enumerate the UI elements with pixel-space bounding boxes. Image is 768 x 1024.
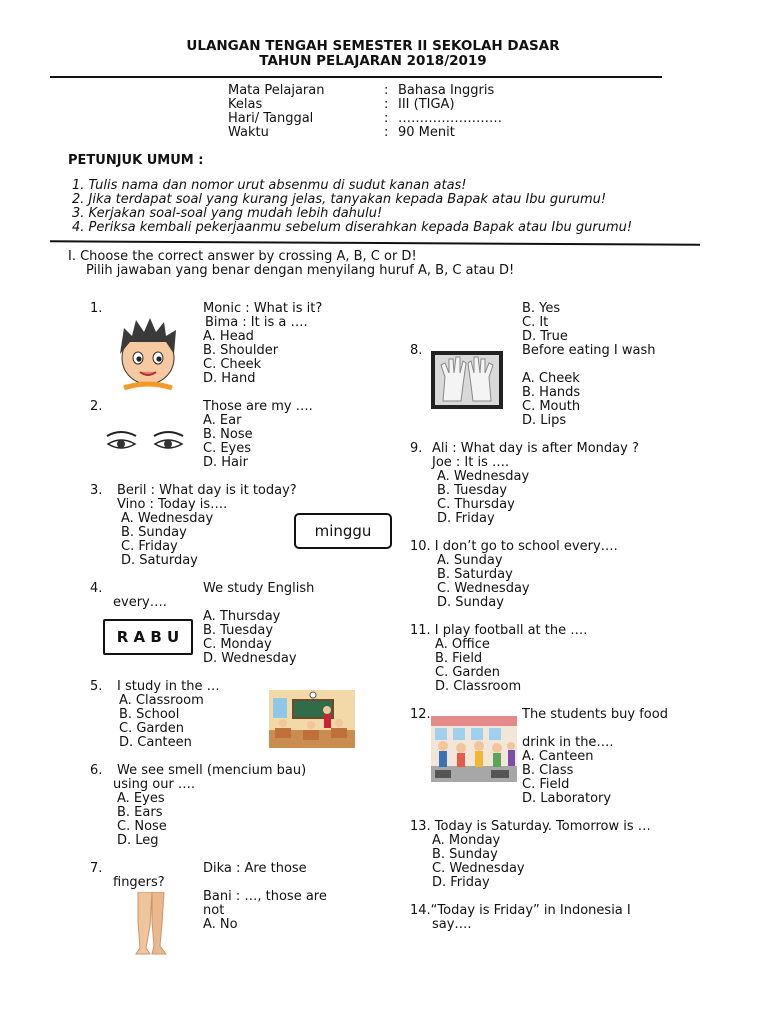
question-line: not xyxy=(203,903,225,918)
option[interactable]: B. Ears xyxy=(117,805,163,820)
info-label-class: Kelas xyxy=(228,97,263,112)
option[interactable]: D. Laboratory xyxy=(522,791,612,806)
question-line: We study English xyxy=(203,581,315,596)
hands-image xyxy=(431,351,503,409)
question-stem: Before eating I wash xyxy=(522,343,656,358)
info-sep: : xyxy=(384,111,389,126)
option[interactable]: B. Sunday xyxy=(121,525,187,540)
option[interactable]: C. Wednesday xyxy=(437,581,530,596)
option[interactable]: A. Wednesday xyxy=(437,469,530,484)
option[interactable]: A. Eyes xyxy=(117,791,165,806)
question-stem: 14.“Today is Friday” in Indonesia I xyxy=(410,903,631,918)
question-stem: 10. I don’t go to school every…. xyxy=(410,539,618,554)
option[interactable]: B. School xyxy=(119,707,180,722)
option[interactable]: A. No xyxy=(203,917,238,932)
question-line: fingers? xyxy=(113,875,165,890)
section-instruction-id: Pilih jawaban yang benar dengan menyilang huruf A, B, C atau D! xyxy=(86,263,515,278)
option[interactable]: A. Sunday xyxy=(437,553,503,568)
option[interactable]: C. Thursday xyxy=(437,497,515,512)
question-number: 7. xyxy=(90,861,103,876)
question-number: 1. xyxy=(90,301,103,316)
canteen-image xyxy=(431,716,517,782)
question-line: Monic : What is it? xyxy=(203,301,323,316)
option[interactable]: A. Classroom xyxy=(119,693,204,708)
option[interactable]: C. It xyxy=(522,315,549,330)
question-line: The students buy food xyxy=(522,707,668,722)
question-line: say…. xyxy=(432,917,472,932)
option[interactable]: C. Cheek xyxy=(203,357,262,372)
option[interactable]: B. Yes xyxy=(522,301,561,316)
question-number: 2. xyxy=(90,399,103,414)
option[interactable]: B. Sunday xyxy=(432,847,498,862)
option[interactable]: C. Monday xyxy=(203,637,272,652)
question-line: using our …. xyxy=(113,777,196,792)
option[interactable]: B. Class xyxy=(522,763,574,778)
instruction-item: 3. Kerjakan soal-soal yang mudah lebih dahulu! xyxy=(72,206,383,221)
option[interactable]: A. Ear xyxy=(203,413,242,428)
question-number: 5. xyxy=(90,679,103,694)
exam-year: TAHUN PELAJARAN 2018/2019 xyxy=(259,53,487,69)
instructions-divider xyxy=(50,240,700,245)
option[interactable]: D. Leg xyxy=(117,833,159,848)
question-line: Beril : What day is it today? xyxy=(117,483,297,498)
legs-image xyxy=(116,892,182,958)
info-value-time: 90 Menit xyxy=(398,125,455,140)
question-number: 3. xyxy=(90,483,103,498)
option[interactable]: C. Field xyxy=(522,777,570,792)
info-value-subject: Bahasa Inggris xyxy=(398,83,495,98)
option[interactable]: A. Canteen xyxy=(522,749,594,764)
option[interactable]: A. Wednesday xyxy=(121,511,214,526)
question-line: Bima : It is a …. xyxy=(205,315,308,330)
option[interactable]: B. Tuesday xyxy=(203,623,274,638)
question-stem: Those are my …. xyxy=(203,399,313,414)
info-label-subject: Mata Pelajaran xyxy=(228,83,325,98)
instruction-item: 2. Jika terdapat soal yang kurang jelas, tanyakan kepada Bapak atau Ibu gurumu! xyxy=(72,192,607,207)
question-line: Vino : Today is…. xyxy=(117,497,228,512)
boy-head-image xyxy=(112,314,184,390)
option[interactable]: A. Monday xyxy=(432,833,501,848)
info-label-time: Waktu xyxy=(228,125,269,140)
info-value-class: III (TIGA) xyxy=(398,97,455,112)
option[interactable]: C. Eyes xyxy=(203,441,252,456)
info-label-date: Hari/ Tanggal xyxy=(228,111,314,126)
option[interactable]: C. Nose xyxy=(117,819,167,834)
option[interactable]: D. Classroom xyxy=(435,679,522,694)
question-line: Bani : …, those are xyxy=(203,889,327,904)
option[interactable]: C. Mouth xyxy=(522,399,581,414)
question-line: Joe : It is …. xyxy=(432,455,510,470)
question-line: Ali : What day is after Monday ? xyxy=(432,441,639,456)
header-divider xyxy=(50,76,662,78)
section-instruction: I. Choose the correct answer by crossing A, B, C or D! xyxy=(68,249,417,264)
question-line: Dika : Are those xyxy=(203,861,307,876)
minggu-word-box: minggu xyxy=(294,513,392,549)
question-stem: I study in the … xyxy=(117,679,220,694)
option[interactable]: B. Hands xyxy=(522,385,581,400)
question-line: every…. xyxy=(113,595,167,610)
option[interactable]: B. Tuesday xyxy=(437,483,508,498)
question-number: 4. xyxy=(90,581,103,596)
option[interactable]: D. Friday xyxy=(437,511,495,526)
question-line: drink in the…. xyxy=(522,735,614,750)
option[interactable]: C. Friday xyxy=(121,539,178,554)
option[interactable]: D. Wednesday xyxy=(203,651,297,666)
option[interactable]: D. Hair xyxy=(203,455,248,470)
option[interactable]: B. Shoulder xyxy=(203,343,279,358)
option[interactable]: A. Office xyxy=(435,637,490,652)
info-sep: : xyxy=(384,97,389,112)
option[interactable]: B. Nose xyxy=(203,427,253,442)
question-number: 12. xyxy=(410,707,431,722)
info-value-date: …………………… xyxy=(398,111,502,126)
option[interactable]: B. Saturday xyxy=(437,567,513,582)
option[interactable]: D. Hand xyxy=(203,371,256,386)
question-stem: 13. Today is Saturday. Tomorrow is … xyxy=(410,819,651,834)
info-sep: : xyxy=(384,125,389,140)
option[interactable]: A. Thursday xyxy=(203,609,281,624)
option[interactable]: A. Cheek xyxy=(522,371,580,386)
instruction-item: 1. Tulis nama dan nomor urut absenmu di sudut kanan atas! xyxy=(72,178,467,193)
classroom-image xyxy=(269,690,355,748)
eyes-image xyxy=(104,428,186,456)
exam-title: ULANGAN TENGAH SEMESTER II SEKOLAH DASAR xyxy=(186,38,560,54)
question-number: 8. xyxy=(410,343,423,358)
option[interactable]: D. Lips xyxy=(522,413,567,428)
option[interactable]: D. Friday xyxy=(432,875,490,890)
option[interactable]: D. Canteen xyxy=(119,735,192,750)
option[interactable]: C. Garden xyxy=(435,665,500,680)
info-sep: : xyxy=(384,83,389,98)
option[interactable]: D. Sunday xyxy=(437,595,504,610)
option[interactable]: A. Head xyxy=(203,329,254,344)
option[interactable]: B. Field xyxy=(435,651,483,666)
rabu-word-box: R A B U xyxy=(103,619,193,655)
option[interactable]: C. Wednesday xyxy=(432,861,525,876)
instruction-item: 4. Periksa kembali pekerjaanmu sebelum diserahkan kepada Bapak atau Ibu gurumu! xyxy=(72,220,633,235)
instructions-heading: PETUNJUK UMUM : xyxy=(68,153,204,168)
option[interactable]: C. Garden xyxy=(119,721,184,736)
option[interactable]: D. Saturday xyxy=(121,553,198,568)
question-line: We see smell (mencium bau) xyxy=(117,763,307,778)
question-number: 6. xyxy=(90,763,103,778)
question-number: 9. xyxy=(410,441,423,456)
option[interactable]: D. True xyxy=(522,329,568,344)
question-stem: 11. I play football at the …. xyxy=(410,623,588,638)
